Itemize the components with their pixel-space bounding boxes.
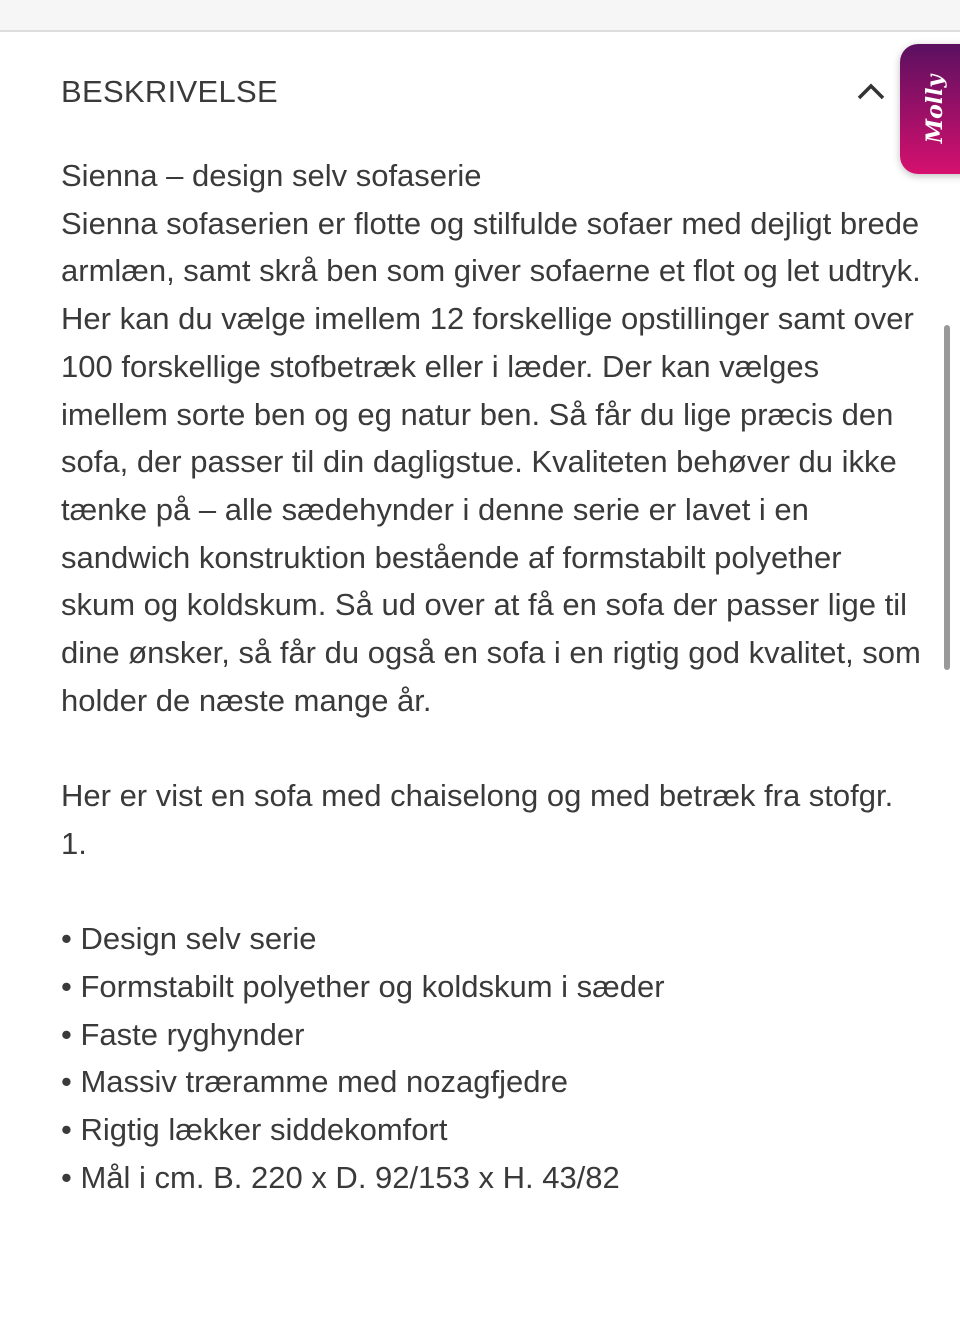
feature-item: • Massiv træramme med nozagfjedre: [61, 1058, 921, 1106]
feature-item: • Design selv serie: [61, 915, 921, 963]
scrollbar[interactable]: [944, 325, 950, 670]
feature-item: • Faste ryghynder: [61, 1011, 921, 1059]
top-bar: [0, 0, 960, 32]
section-heading[interactable]: BESKRIVELSE: [61, 74, 278, 109]
description-body: Sienna sofaserien er flotte og stilfulde sofaer med dejligt brede armlæn, samt skrå ben som giver sofaerne et flot og let udtryk. Her kan du vælge imellem 12 forskellige opstillinger samt over 100 forskellige stofbetræk eller i læder. Der kan vælges imellem sorte ben og eg natur ben. Så får du lige præcis den sofa, der passer til din dagligstue. Kvaliteten behøver du ikke tænke på – alle sædehynder i denne serie er lavet i en sandwich konstruktion bestående af formstabilt polyether skum og koldskum. Så ud over at få en sofa der passer lige til dine ønsker, så får du også en sofa i en rigtig god kvalitet, som holder de næste mange år.: [61, 205, 921, 718]
feature-item: • Formstabilt polyether og koldskum i sæder: [61, 963, 921, 1011]
chevron-up-icon[interactable]: [855, 80, 887, 102]
feature-item: • Mål i cm. B. 220 x D. 92/153 x H. 43/82: [61, 1154, 921, 1202]
description-title: Sienna – design selv sofaserie: [61, 158, 482, 193]
feature-item: • Rigtig lækker siddekomfort: [61, 1106, 921, 1154]
description-note: Her er vist en sofa med chaiselong og med betræk fra stofgr. 1.: [61, 778, 894, 861]
feature-list: [61, 915, 921, 1201]
description-content: [61, 152, 921, 1201]
molly-logo: Molly: [922, 74, 948, 144]
